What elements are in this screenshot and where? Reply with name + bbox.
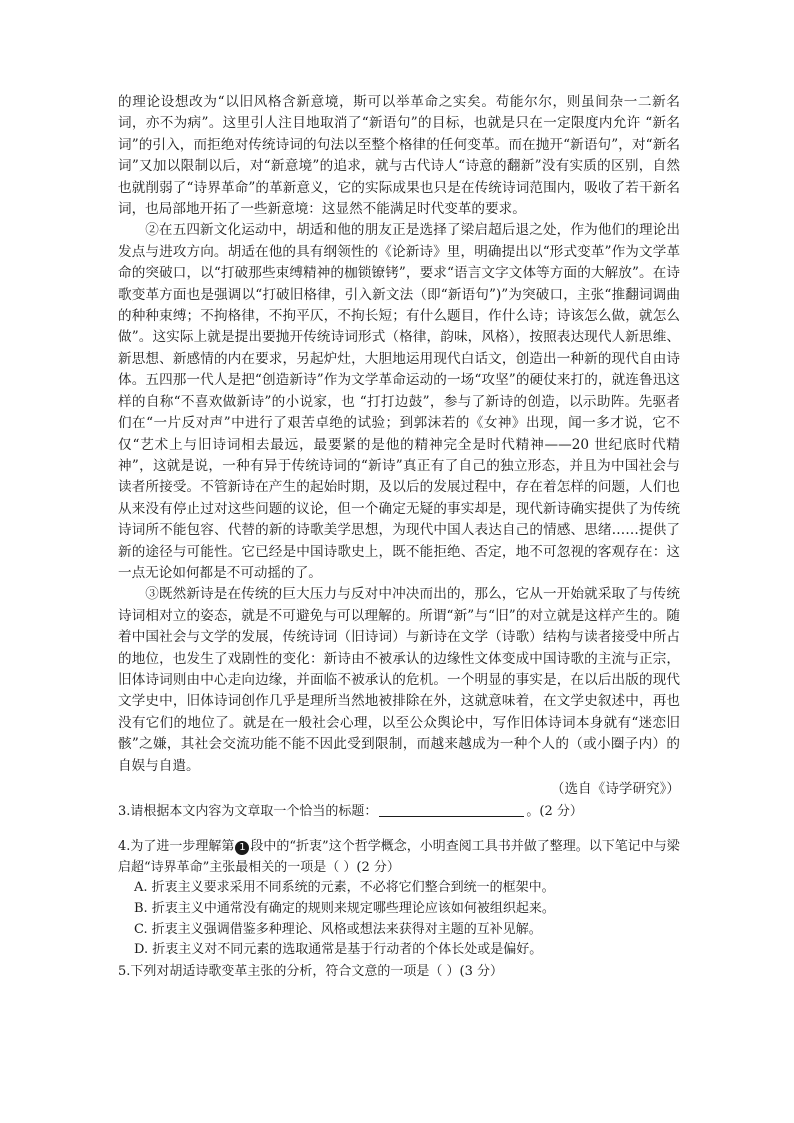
question-4-stem-a: 4.为了进一步理解第	[118, 839, 235, 855]
article-source: （选自《诗学研究》）	[550, 781, 680, 797]
option-c[interactable]: C. 折衷主义强调借鉴多种理论、风格或想法来获得对主题的互补见解。	[134, 921, 542, 937]
article-paragraph-2: ②在五四新文化运动中，胡适和他的朋友正是选择了梁启超后退之处，作为他们的理论出发点与进攻方向。胡适在他的具有纲领性的《论新诗》里，明确提出以“形式变革”作为文学革命的突破口，以“打破那些束缚精神的枷锁镣铐”，要求“语言文字文体等方面的大解放”。在诗歌变革方面也是强调以“打破旧格律，引入新文法（即“新语句”)”为突破口，主张“推翻词调曲的种种束缚；不拘格律，不拘平仄，不拘长短；有什么题目，作什么诗；诗该怎么做，就怎么做”。这实际上就是提出要抛开传统诗词形式（格律，韵味，风格），按照表达现代人新思维、新思想、新感情的内在要求，另起炉灶，大胆地运用现代白话文，创造出一种新的现代自由诗体。五四那一代人是把“创造新诗”作为文学革命运动的一场“攻坚”的硬仗来打的，就连鲁迅这样的自称“不喜欢做新诗”的小说家，也 “打打边鼓”，参与了新诗的创造，以示助阵。先驱者们在“一片反对声”中进行了艰苦卓绝的试验；到郭沫若的《女神》出现，闻一多才说，它不仅“艺术上与旧诗词相去最远，最要紧的是他的精神完全是时代精神——20 世纪底时代精神”，这就是说，一种有异于传统诗词的“新诗”真正有了自己的独立形态，并且为中国社会与读者所接受。不管新诗在产生的起始时期，及以后的发展过程中，存在着怎样的问题，人们也从来没有停止过对这些问题的议论，但一个确定无疑的事实却是，现代新诗确实提供了为传统诗词所不能包容、代替的新的诗歌美学思想，为现代中国人表达自己的情感、思绪……提供了新的途径与可能性。它已经是中国诗歌史上，既不能拒绝、否定，地不可忽视的客观存在：这一点无论如何都是不可动摇的了。	[118, 222, 680, 581]
title-answer-blank[interactable]	[379, 802, 524, 817]
question-4	[118, 836, 680, 878]
option-d[interactable]: D. 折衷主义对不同元素的选取通常是基于行动者的个体长处或是偏好。	[134, 942, 543, 958]
article-paragraph-3: ③既然新诗是在传统的巨大压力与反对中冲决而出的，那么，它从一开始就采取了与传统诗词相对立的姿态，就是不可避免与可以理解的。所谓“新”与“旧”的对立就是这样产生的。随着中国社会与文学的发展，传统诗词（旧诗词）与新诗在文学（诗歌）结构与读者接受中所占的地位，也发生了戏剧性的变化：新诗由不被承认的边缘性文体变成中国诗歌的主流与正宗，旧体诗词则由中心走向边缘，并面临不被承认的危机。一个明显的事实是，在以后出版的现代文学史中，旧体诗词创作几乎是理所当然地被排除在外，这就意味着，在文学史叙述中，再也没有它们的地位了。就是在一般社会心理，以至公众舆论中，写作旧体诗词本身就有“迷恋旧骸”之嫌，其社会交流功能不能不因此受到限制，而越来越成为一种个人的（或小圈子内）的自娱与自遣。	[118, 586, 680, 774]
exam-page	[118, 92, 680, 982]
option-a[interactable]: A. 折衷主义要求采用不同系统的元素，不必将它们整合到统一的框架中。	[134, 880, 555, 896]
question-4-options	[118, 878, 680, 960]
circled-number-icon: 1	[235, 841, 249, 855]
question-3-suffix: 。(2 分）	[526, 804, 583, 820]
question-3	[118, 801, 680, 822]
question-3-prefix: 3.请根据本文内容为文章取一个恰当的标题：	[118, 804, 378, 820]
question-4-stem-b: 段中的“折衷”这个哲学概念，小明查阅工具书并做了整理。以下笔记中与梁启超“诗界革命”主张最相关的一项是（ ）(2 分）	[118, 839, 680, 876]
option-b[interactable]: B. 折衷主义中通常没有确定的规则来规定哪些理论应该如何被组织起来。	[134, 901, 555, 916]
article-paragraph-1: 的理论设想改为“以旧风格含新意境，斯可以举革命之实矣。苟能尔尔，则虽间杂一二新名词，亦不为病”。这里引人注目地取消了“新语句”的目标，也就是只在一定限度内允许 “新名词”的引入，而拒绝对传统诗词的句法以至整个格律的任何变革。而在抛开“新语句”，对“新名词”又加以限制以后，对“新意境”的追求，就与古代诗人“诗意的翻新”没有实质的区别，自然也就削弱了“诗界革命”的革新意义，它的实际成果也只是在传统诗词范围内，吸收了若干新名词，也局部地开拓了一些新意境：这显然不能满足时代变革的要求。	[118, 94, 680, 218]
question-5: 5.下列对胡适诗歌变革主张的分析，符合文意的一项是（ ）(3 分）	[118, 963, 504, 979]
